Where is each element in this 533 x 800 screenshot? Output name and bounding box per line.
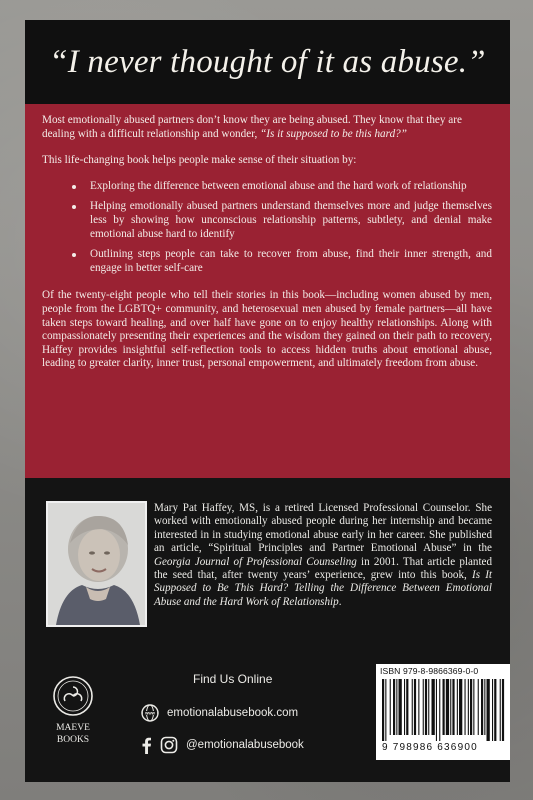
author-bio [154,502,492,609]
barcode-bar [414,679,416,735]
barcode-bar [425,679,427,735]
barcode-bar [484,679,485,735]
barcode-bar [396,679,397,735]
barcode-bar [473,679,474,735]
barcode-bar [404,679,405,735]
list-item: Exploring the difference between emotional abuse and the hard work of relationship [72,180,492,194]
lead-in-paragraph: This life-changing book helps people make sense of their situation by: [42,154,357,167]
barcode-bar [457,679,458,735]
publisher-name-line: MAEVE [56,723,90,733]
barcode-bar [418,679,419,735]
barcode-bars [380,679,506,741]
barcode-bar [432,679,435,735]
instagram-icon[interactable] [160,736,178,754]
summary-paragraph: Of the twenty-eight people who tell their stories in this book—including women abused by men, people from the LGBTQ+ community, and heterosexual men abused by female partners—all have taken steps toward healing, and over half have gone on to enjoy healthy relationships. Along with compassionately presenting their experiences and the wisdom they gained on their path to recovery, Haffey provides insightful self-reflection tools to access hidden truths about emotional abuse, leading to greater clarity, inner trust, personal empowerment, and ultimately freedom from abuse. [42,289,492,370]
barcode-digits: 9 798986 636900 [382,742,478,753]
barcode-bar [452,679,454,735]
globe-icon [141,704,159,722]
author-panel [25,478,510,782]
website-link[interactable]: emotionalabusebook.com [167,707,299,719]
author-portrait-image [48,503,145,625]
barcode-bar [470,679,472,735]
barcode-bar [500,679,501,741]
intro-text: Most emotionally abused partners don’t know they are being abused. They know that they are dealing with a difficult relationship and wonder, [42,114,462,140]
barcode-bar [494,679,496,741]
description-panel [25,104,510,478]
barcode-bar [439,679,440,741]
list-item: Outlining steps people can take to recover from abuse, find their inner strength, and engage in better self-care [72,248,492,275]
social-handle[interactable]: @emotionalabusebook [186,739,304,751]
barcode-bar [450,679,451,735]
isbn-barcode [376,664,510,760]
barcode-bar [423,679,424,735]
barcode-bar [399,679,402,735]
isbn-label: ISBN 979-8-9866369-0-0 [380,666,479,676]
author-photo [46,501,147,627]
facebook-icon[interactable] [141,737,152,754]
barcode-bar [468,679,469,735]
barcode-bar [412,679,413,735]
intro-paragraph [42,114,492,141]
barcode-bar [465,679,466,735]
cover-quote: “I never thought of it as abuse.” [49,43,486,80]
bio-text: . [338,595,342,608]
social-row[interactable] [141,736,304,754]
barcode-bar [436,679,437,741]
barcode-bar [487,679,490,741]
barcode-bar [492,679,493,741]
publisher-name-line: BOOKS [56,735,90,745]
benefit-list [42,180,492,276]
book-title: Is It Supposed to Be This Hard? Telling the Difference Between Emotional Abuse and the Hard Work of Relationship [154,569,492,608]
publisher-name [41,722,105,746]
journal-title: Georgia Journal of Professional Counseling [154,555,357,568]
barcode-bar [393,679,395,735]
barcode-bar [385,679,386,741]
find-us-heading: Find Us Online [193,672,273,686]
barcode-bar [443,679,445,735]
quote-header [25,20,510,104]
barcode-bar [406,679,408,735]
intro-question: “Is it supposed to be this hard?” [260,127,407,140]
barcode-bar [502,679,504,741]
bio-text: Mary Pat Haffey, MS, is a retired Licensed Professional Counselor. She worked with emotionally abused people during her internship and became interested in in studying emotional abuse early in her career. She published an article, “Spiritual Principles and Partner Emotional Abuse” in the [154,502,492,555]
barcode-bar [390,679,391,735]
bio-text: in 2001. That article planted the seed that, after twenty years’ experience, grew into this book, [154,555,493,582]
barcode-bar [478,679,479,735]
barcode-bar [382,679,384,741]
barcode-bar [446,679,449,735]
barcode-bar [459,679,462,735]
website-row[interactable] [141,704,298,722]
barcode-bar [428,679,429,735]
list-item: Helping emotionally abused partners understand themselves more and judge themselves less by showing how unconscious relationship patterns, subtlety, and denial make emotional abuse hard to identify [72,200,492,241]
www-label: www [145,710,155,716]
barcode-bar [481,679,483,735]
